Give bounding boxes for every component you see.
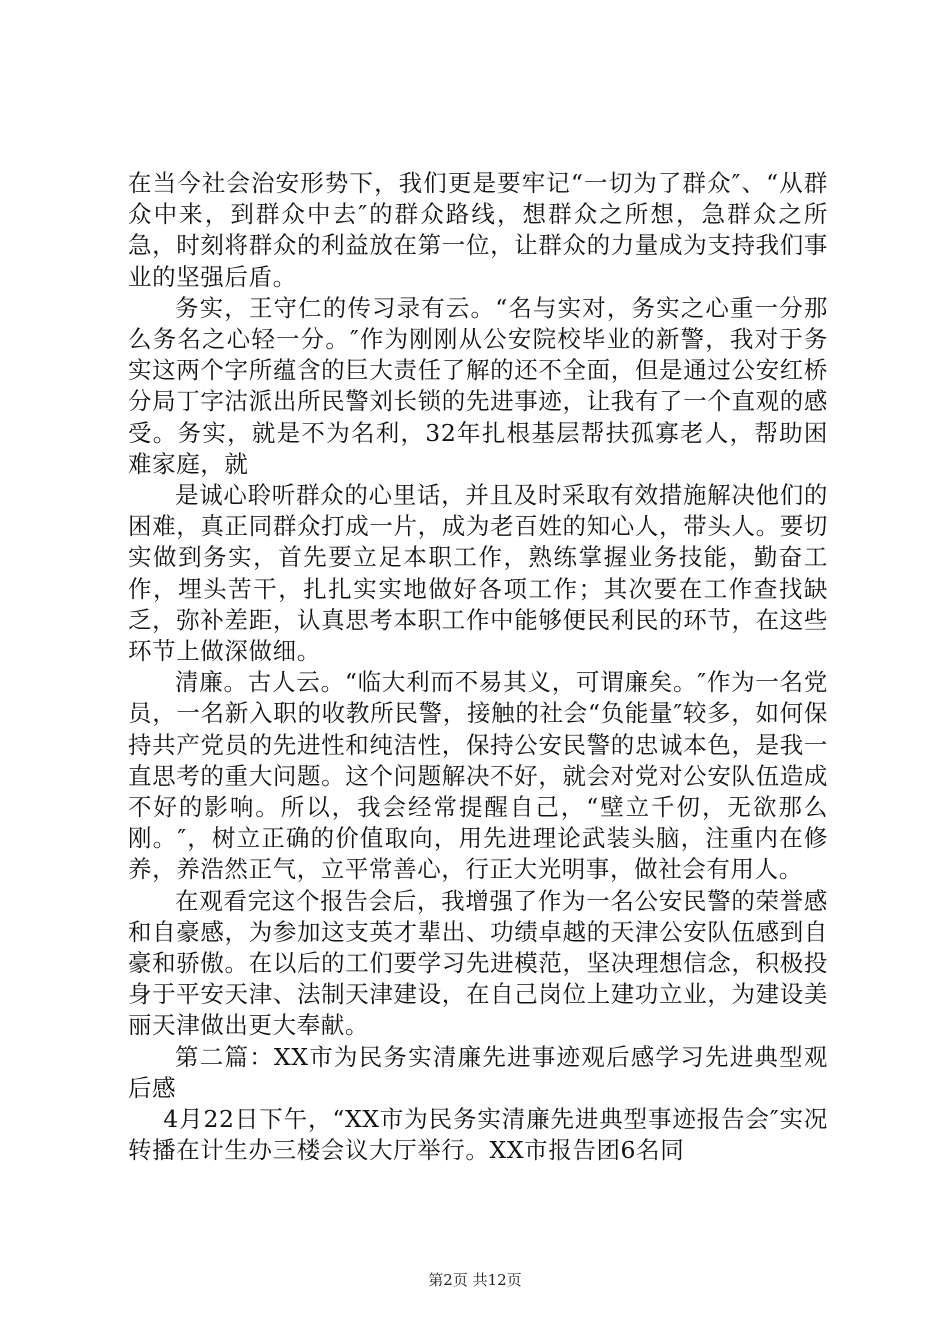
page-number-footer: 第2页 共12页 (428, 1271, 522, 1289)
paragraph-wushi: 务实，王守仁的传习录有云。“名与实对，务实之心重一分那么务名之心轻一分。″作为刚刚从公安院校毕业的新警，我对于务实这两个字所蕴含的巨大责任了解的还不全面，但是通过公安红桥分局丁字沽派出所民警刘长锁的先进事迹，让我有了一个直观的感受。务实，就是不为名利，32年扎根基层帮扶孤寡老人，帮助困难家庭，就 (128, 293, 828, 478)
paragraph-report-meeting: 4月22日下午，“XX市为民务实清廉先进典型事迹报告会″实况转播在计生办三楼会议大厅举行。XX市报告团6名同 (128, 1105, 828, 1165)
paragraph-intro: 在当今社会治安形势下，我们更是要牢记“一切为了群众″、“从群众中来，到群众中去″的群众路线，想群众之所想，急群众之所急，时刻将群众的利益放在第一位，让群众的力量成为支持我们事业的坚强后盾。 (128, 169, 828, 291)
paragraph-conclusion: 在观看完这个报告会后，我增强了作为一名公安民警的荣誉感和自豪感，为参加这支英才辈出、功绩卓越的天津公安队伍感到自豪和骄傲。在以后的工们要学习先进模范，坚决理想信念，积极投身于平安天津、法制天津建设，在自己岗位上建功立业，为建设美丽天津做出更大奉献。 (128, 886, 828, 1040)
section-heading-part-two: 第二篇：XX市为民务实清廉先进事迹观后感学习先进典型观后感 (128, 1042, 828, 1102)
document-body (128, 168, 828, 1167)
paragraph-wushi-continued: 是诚心聆听群众的心里话，并且及时采取有效措施解决他们的困难，真正同群众打成一片，成为老百姓的知心人，带头人。要切实做到务实，首先要立足本职工作，熟练掌握业务技能，勤奋工作，埋头苦干，扎扎实实地做好各项工作；其次要在工作查找缺乏，弥补差距，认真思考本职工作中能够便民利民的环节，在这些环节上做深做细。 (128, 481, 828, 666)
paragraph-qinglian: 清廉。古人云。“临大利而不易其义，可谓廉矣。″作为一名党员，一名新入职的收教所民警，接触的社会“负能量″较多，如何保持共产党员的先进性和纯洁性，保持公安民警的忠诚本色，是我一直思考的重大问题。这个问题解决不好，就会对党对公安队伍造成不好的影响。所以，我会经常提醒自己，“壁立千仞，无欲那么刚。″，树立正确的价值取向，用先进理论武装头脑，注重内在修养，养浩然正气，立平常善心，行正大光明事，做社会有用人。 (128, 668, 828, 884)
